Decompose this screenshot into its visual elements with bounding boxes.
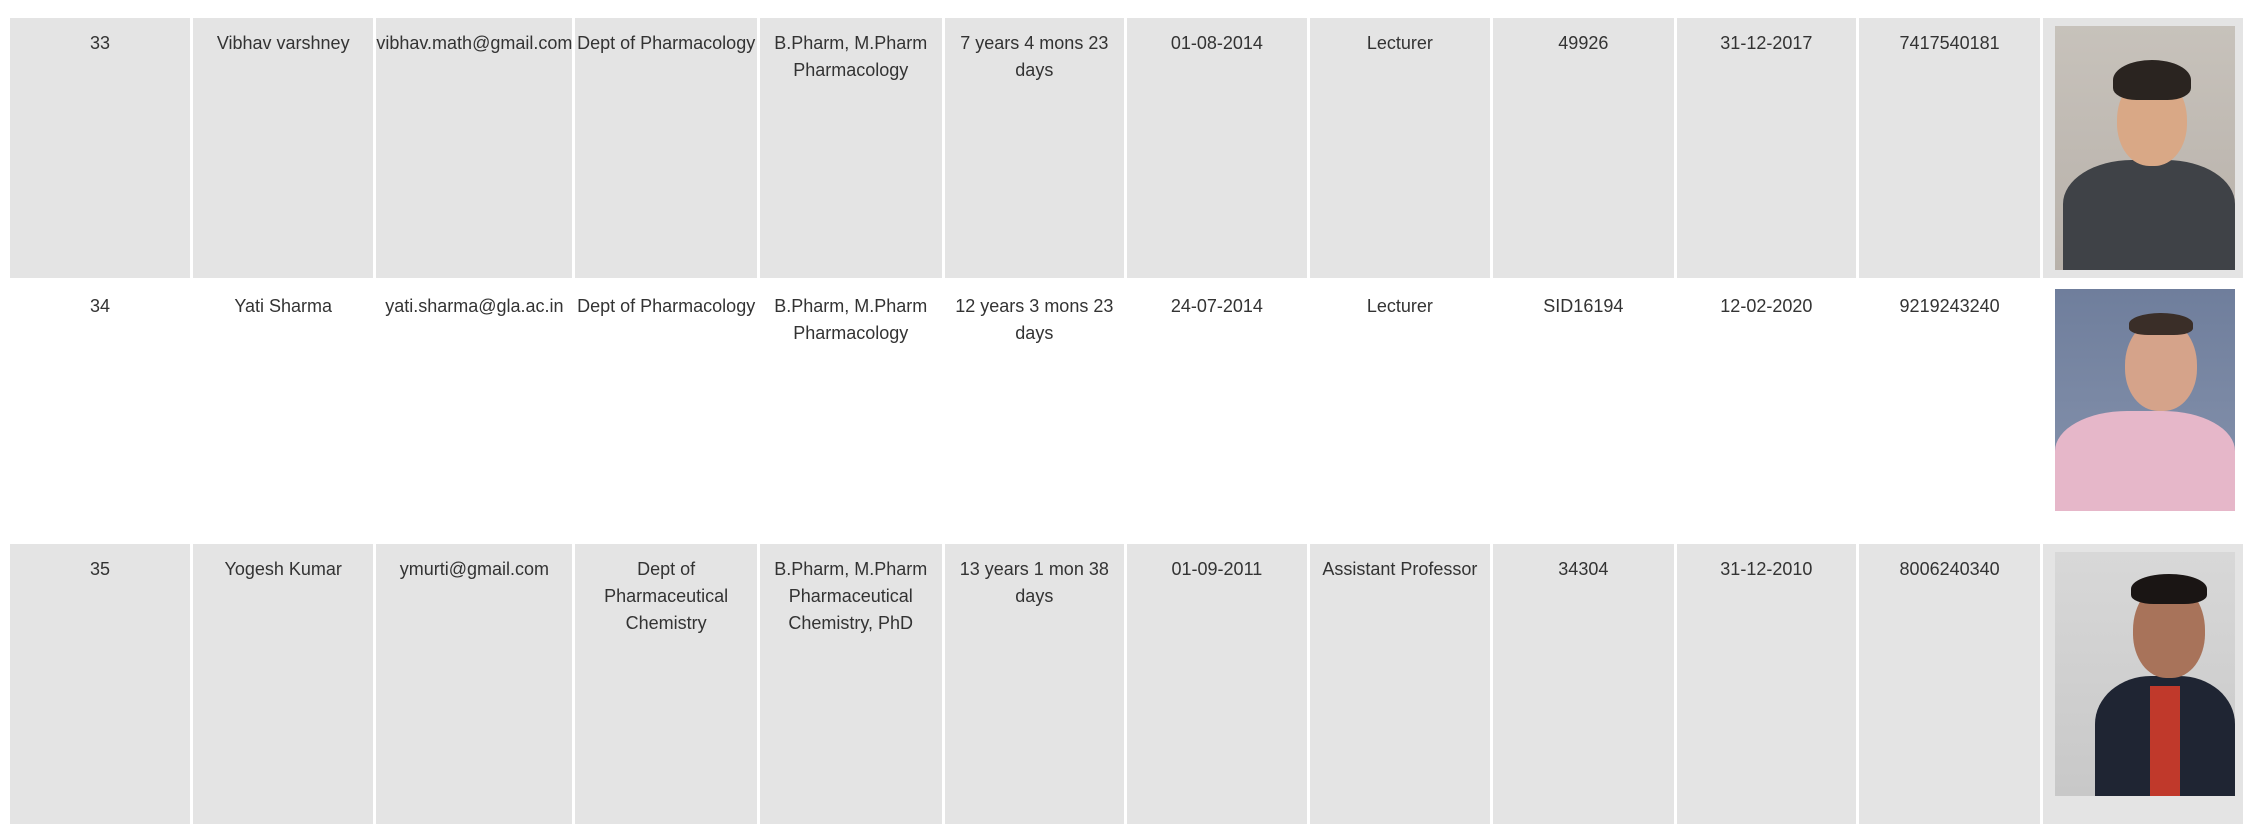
designation-cell: Lecturer — [1310, 281, 1490, 541]
phone-cell: 8006240340 — [1859, 544, 2040, 824]
photo-cell — [2043, 18, 2243, 278]
date-cell: 31-12-2017 — [1677, 18, 1857, 278]
qualification-cell: B.Pharm, M.Pharm Pharmacology — [760, 281, 942, 541]
portrait-photo — [2055, 26, 2235, 270]
faculty-table — [7, 15, 2246, 827]
email-cell — [376, 18, 572, 278]
qualification-cell: B.Pharm, M.Pharm Pharmacology — [760, 18, 942, 278]
id-cell: 34304 — [1493, 544, 1674, 824]
experience-cell: 13 years 1 mon 38 days — [945, 544, 1125, 824]
photo-cell — [2043, 281, 2243, 541]
portrait-photo — [2055, 289, 2235, 511]
experience-cell: 12 years 3 mons 23 days — [945, 281, 1125, 541]
photo-cell — [2043, 544, 2243, 824]
department-cell: Dept of Pharmaceutical Chemistry — [575, 544, 757, 824]
email-text: yati.sharma@gla.ac.in — [385, 296, 564, 316]
email-cell — [376, 544, 572, 824]
designation-cell: Lecturer — [1310, 18, 1490, 278]
table-row — [10, 18, 2243, 278]
date-cell: 12-02-2020 — [1677, 281, 1857, 541]
joining-date-cell: 01-08-2014 — [1127, 18, 1307, 278]
serial-number-cell: 34 — [10, 281, 190, 541]
date-cell: 31-12-2010 — [1677, 544, 1857, 824]
email-cell — [376, 281, 572, 541]
qualification-cell: B.Pharm, M.Pharm Pharmaceutical Chemistry, PhD — [760, 544, 942, 824]
phone-cell: 9219243240 — [1859, 281, 2040, 541]
table-row — [10, 281, 2243, 541]
name-cell: Yati Sharma — [193, 281, 373, 541]
serial-number-cell: 33 — [10, 18, 190, 278]
table-row — [10, 544, 2243, 824]
experience-cell: 7 years 4 mons 23 days — [945, 18, 1125, 278]
department-cell: Dept of Pharmacology — [575, 18, 757, 278]
phone-cell: 7417540181 — [1859, 18, 2040, 278]
serial-number-cell: 35 — [10, 544, 190, 824]
joining-date-cell: 24-07-2014 — [1127, 281, 1307, 541]
id-cell: 49926 — [1493, 18, 1674, 278]
portrait-photo — [2055, 552, 2235, 796]
email-text: ymurti@gmail.com — [399, 559, 550, 579]
id-cell: SID16194 — [1493, 281, 1674, 541]
email-text: vibhav.math@gmail.com — [376, 33, 573, 53]
joining-date-cell: 01-09-2011 — [1127, 544, 1307, 824]
name-cell: Vibhav varshney — [193, 18, 373, 278]
designation-cell: Assistant Professor — [1310, 544, 1490, 824]
department-cell: Dept of Pharmacology — [575, 281, 757, 541]
name-cell: Yogesh Kumar — [193, 544, 373, 824]
